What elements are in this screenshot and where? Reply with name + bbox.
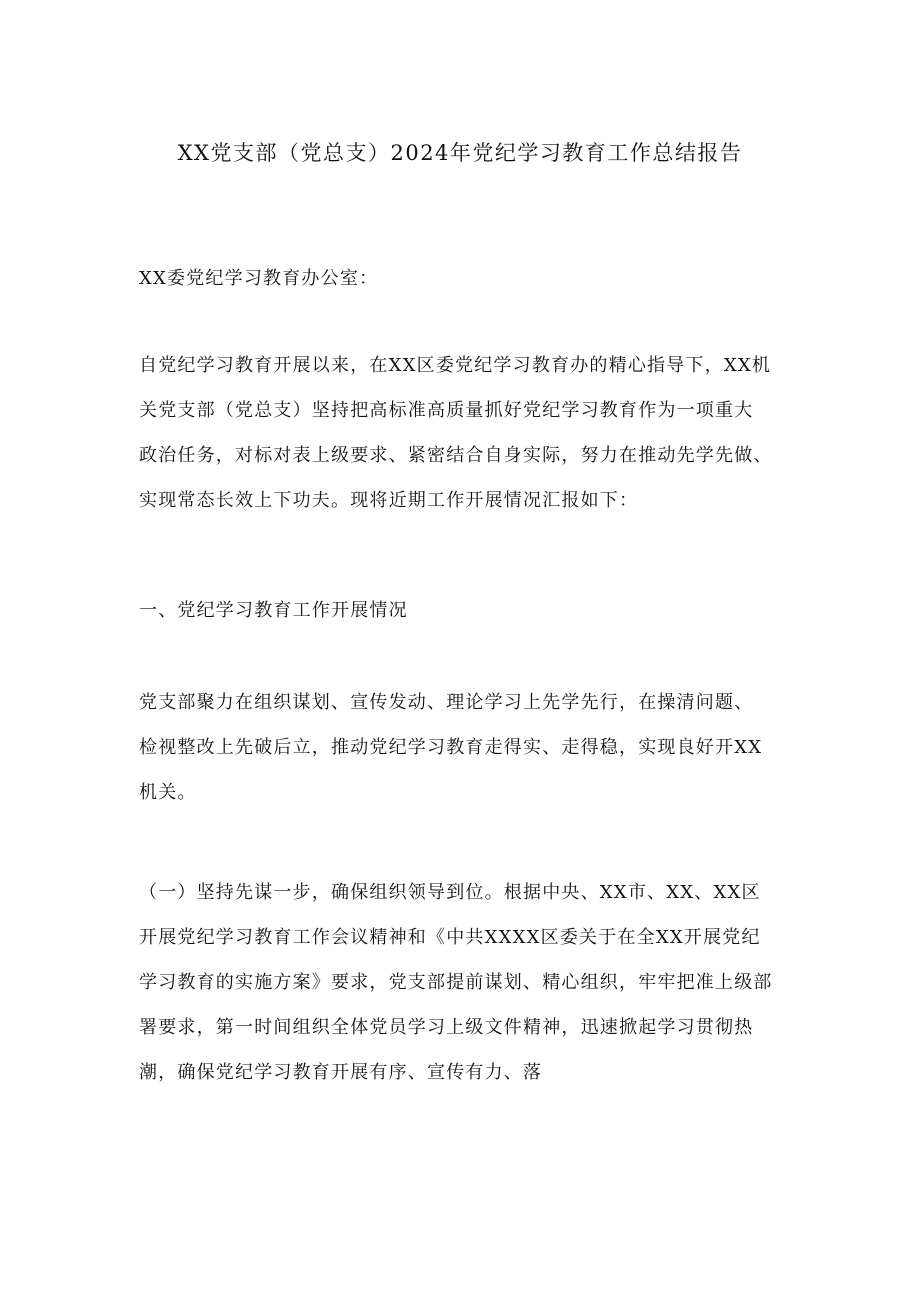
- addressee-text: XX委党纪学习教育办公室：: [139, 268, 379, 289]
- document-title: XX党支部（党总支）2024年党纪学习教育工作总结报告: [177, 141, 743, 165]
- paragraph-line: 党支部聚力在组织谋划、宣传发动、理论学习上先学先行，在操清问题、: [139, 692, 754, 713]
- subsection-paragraph: [139, 870, 789, 1095]
- paragraph-line: 关党支部（党总支）坚持把高标准高质量抓好党纪学习教育作为一项重大: [139, 400, 754, 421]
- section-heading-text: 一、党纪学习教育工作开展情况: [139, 600, 408, 621]
- paragraph-line: 开展党纪学习教育工作会议精神和《中共XXXX区委关于在全XX开展党纪: [139, 927, 761, 948]
- paragraph-line: 自党纪学习教育开展以来，在XX区委党纪学习教育办的精心指导下，XX机: [139, 355, 772, 376]
- paragraph-line: 潮，确保党纪学习教育开展有序、宣传有力、落: [139, 1062, 543, 1083]
- paragraph-line: 实现常态长效上下功夫。现将近期工作开展情况汇报如下：: [139, 490, 639, 511]
- intro-paragraph: [139, 343, 789, 523]
- paragraph-line: 检视整改上先破后立，推动党纪学习教育走得实、走得稳，实现良好开XX: [139, 737, 763, 758]
- paragraph-line: （一）坚持先谋一步，确保组织领导到位。根据中央、XX市、XX、XX区: [139, 882, 761, 903]
- summary-paragraph: [139, 680, 789, 815]
- section-heading: [139, 588, 789, 633]
- addressee-line: [139, 256, 789, 301]
- paragraph-line: 政治任务，对标对表上级要求、紧密结合自身实际，努力在推动先学先做、: [139, 445, 773, 466]
- paragraph-line: 机关。: [139, 782, 197, 803]
- paragraph-line: 学习教育的实施方案》要求，党支部提前谋划、精心组织，牢牢把准上级部: [139, 972, 773, 993]
- paragraph-line: 署要求，第一时间组织全体党员学习上级文件精神，迅速掀起学习贯彻热: [139, 1017, 754, 1038]
